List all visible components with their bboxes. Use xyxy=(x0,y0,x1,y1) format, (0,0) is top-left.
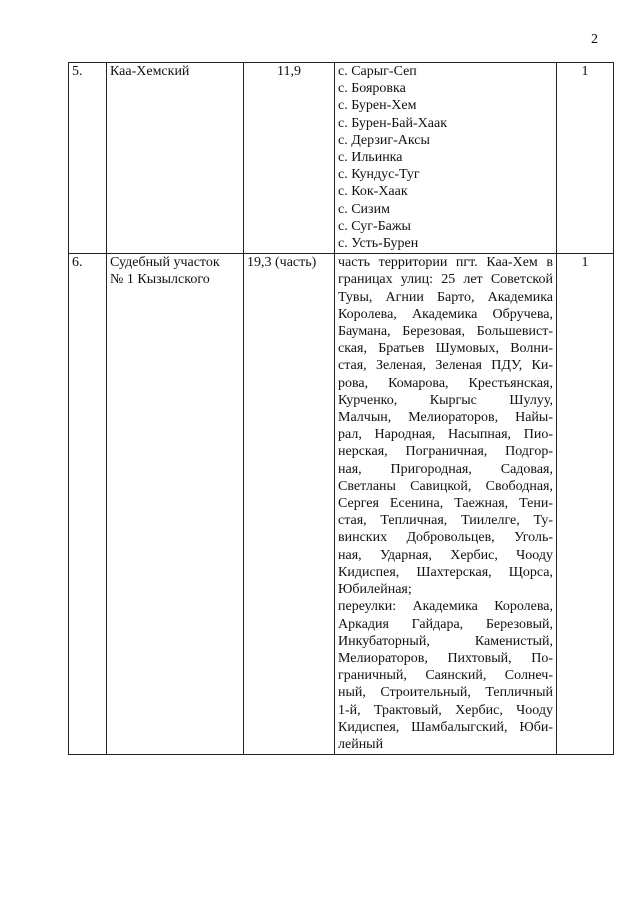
court-districts-table xyxy=(68,62,614,755)
territory-line: 1-й, Трактовый, Хербис, Чооду xyxy=(338,702,553,718)
settlement-line: с. Усть-Бурен xyxy=(338,236,419,252)
territory-line: ная, Ударная, Хербис, Чооду xyxy=(338,547,553,563)
area-cell: 19,3 (часть) xyxy=(244,254,335,755)
territory-line: Курченко, Кыргыс Шулуу, xyxy=(338,392,553,408)
territory-line: рова, Комарова, Крестьянская, xyxy=(338,375,553,391)
territory-line: нерская, Пограничная, Подгор- xyxy=(338,444,553,460)
settlement-line: с. Кундус-Туг xyxy=(338,167,420,183)
territory-line: ный, Строительный, Тепличный xyxy=(338,685,553,701)
settlement-line: с. Кок-Хаак xyxy=(338,184,408,200)
settlement-line: с. Бояровка xyxy=(338,81,406,97)
territory-line: ная, Пригородная, Садовая, xyxy=(338,461,553,477)
territory-line: Кидиспея, Шахтерская, Щорса, xyxy=(338,564,553,580)
territory-line: Инкубаторный, Каменистый, xyxy=(338,633,553,649)
territory-line: Кидиспея, Шамбалыгский, Юби- xyxy=(338,719,553,735)
district-name-line: Судебный участок xyxy=(110,255,220,271)
area-cell: 11,9 xyxy=(244,63,335,254)
territory-line: стая, Тепличная, Тиилелге, Ту- xyxy=(338,513,553,529)
territory-line: Тувы, Агнии Барто, Академика xyxy=(338,289,553,305)
territory-line: часть территории пгт. Каа-Хем в xyxy=(338,255,553,271)
territory-cell xyxy=(335,254,557,755)
territory-line: Баумана, Березовая, Большевист- xyxy=(338,324,553,340)
district-name-cell xyxy=(107,254,244,755)
settlement-line: с. Сарыг-Сеп xyxy=(338,64,417,79)
table-row xyxy=(69,63,614,254)
settlement-line: с. Ильинка xyxy=(338,150,403,166)
settlement-line: с. Суг-Бажы xyxy=(338,218,411,234)
territory-line: границах улиц: 25 лет Советской xyxy=(338,272,553,288)
settlement-line: с. Сизим xyxy=(338,201,390,217)
settlement-line: с. Бурен-Бай-Хаак xyxy=(338,115,448,131)
territory-line: Королева, Академика Обручева, xyxy=(338,306,553,322)
settlement-line: с. Дерзиг-Аксы xyxy=(338,132,430,148)
count-cell: 1 xyxy=(557,63,614,254)
settlement-line: с. Бурен-Хем xyxy=(338,98,417,114)
district-name-line: № 1 Кызылского xyxy=(110,272,210,288)
territory-line: лейный xyxy=(338,736,384,752)
row-number-cell: 5. xyxy=(69,63,107,254)
count-cell: 1 xyxy=(557,254,614,755)
page-number: 2 xyxy=(591,32,598,47)
district-name-cell xyxy=(107,63,244,254)
district-name-line: Каа-Хемский xyxy=(110,64,190,79)
territory-line: Аркадия Гайдара, Березовый, xyxy=(338,616,553,632)
territory-line: Малчын, Мелиораторов, Найы- xyxy=(338,410,553,426)
territory-line: Светланы Савицкой, Свободная, xyxy=(338,478,553,494)
territory-line: Юбилейная; xyxy=(338,582,412,598)
table-row xyxy=(69,254,614,755)
row-number-cell: 6. xyxy=(69,254,107,755)
territory-line: ская, Братьев Шумовых, Волни- xyxy=(338,341,553,357)
territory-line: Сергея Есенина, Таежная, Тени- xyxy=(338,496,553,512)
territory-line: стая, Зеленая, Зеленая ПДУ, Ки- xyxy=(338,358,553,374)
territory-cell xyxy=(335,63,557,254)
territory-line: переулки: Академика Королева, xyxy=(338,599,553,615)
territory-line: граничный, Саянский, Солнеч- xyxy=(338,668,553,684)
territory-line: рал, Народная, Насыпная, Пио- xyxy=(338,427,553,443)
territory-line: винских Добровольцев, Уголь- xyxy=(338,530,553,546)
territory-line: Мелиораторов, Пихтовый, По- xyxy=(338,650,553,666)
